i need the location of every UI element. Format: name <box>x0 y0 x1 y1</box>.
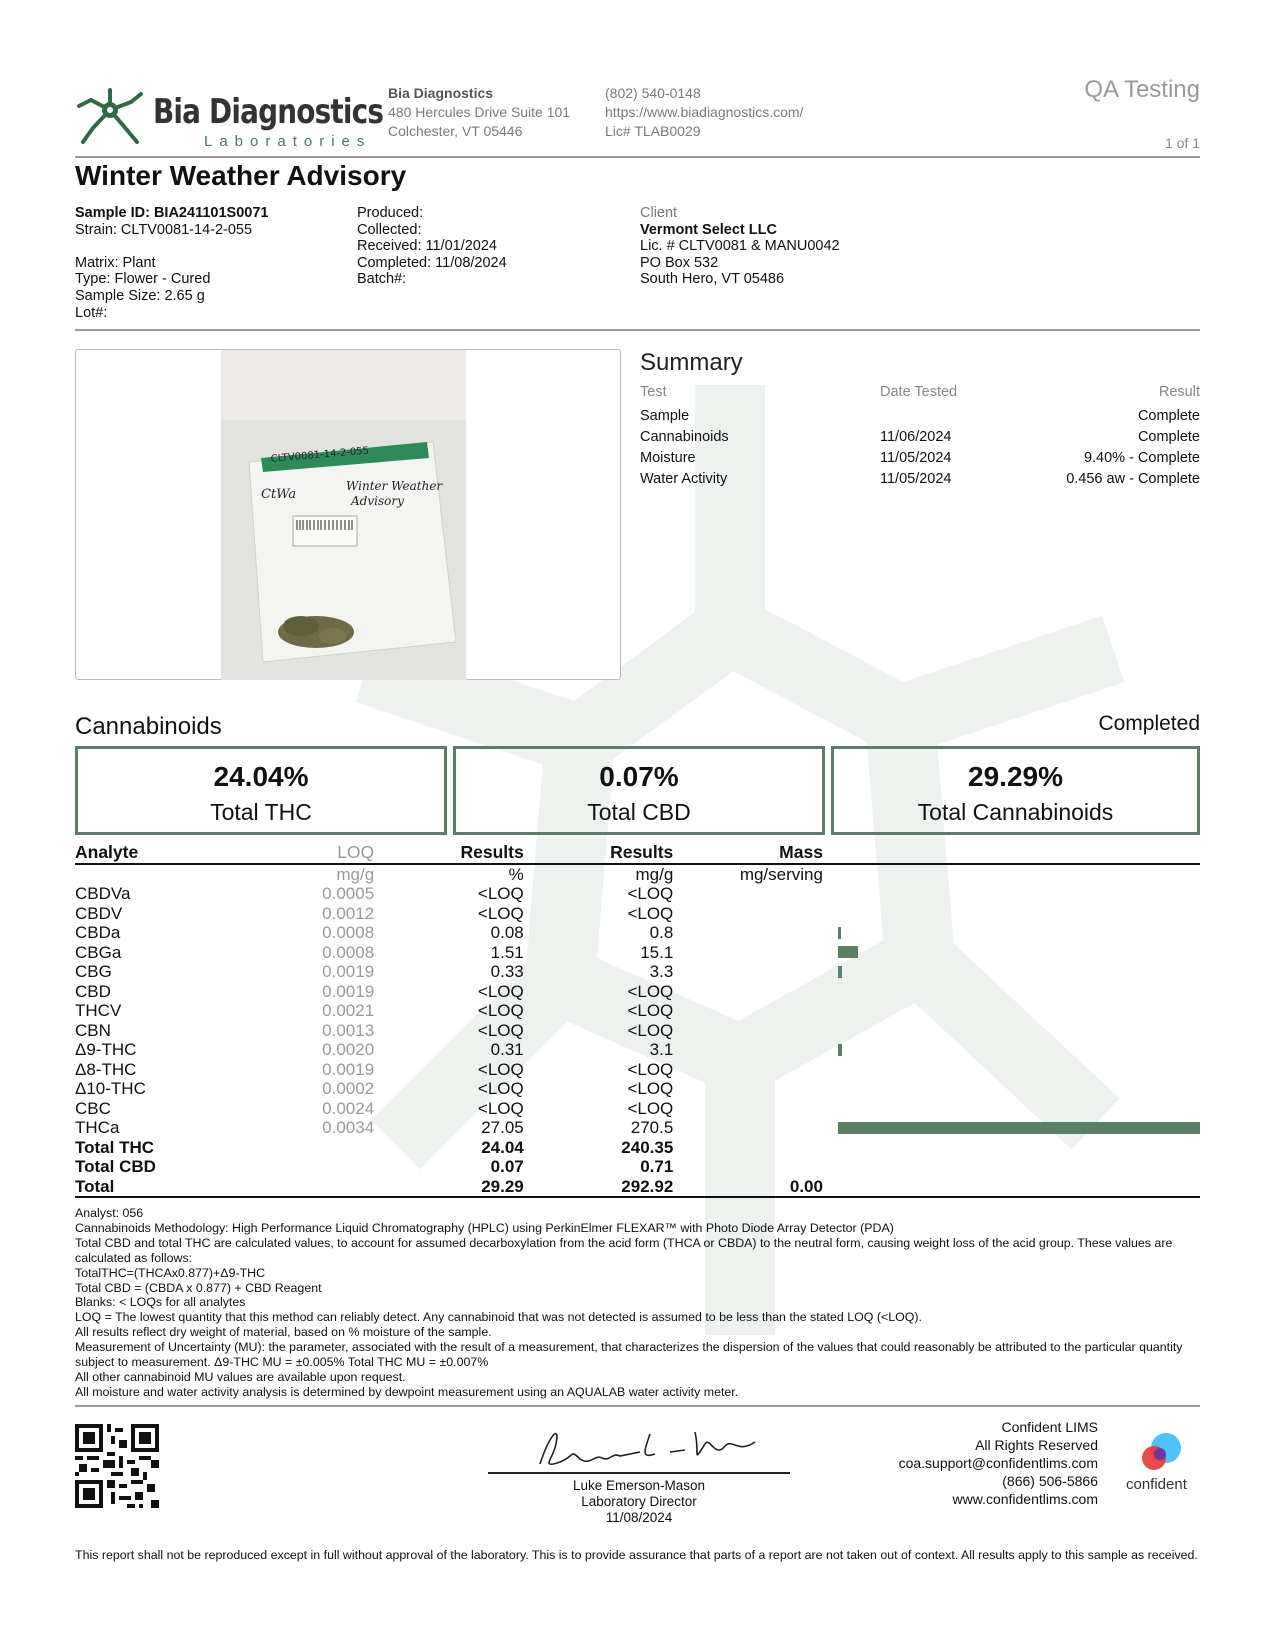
table-row <box>75 982 1200 1002</box>
total-result-mgg: 0.71 <box>640 1157 674 1176</box>
sample-photo <box>221 350 466 680</box>
summary-col-test: Test <box>640 383 667 400</box>
analyte-result-pct: 27.05 <box>481 1118 524 1137</box>
analyte-bar-cell <box>823 884 1200 904</box>
total-mass: 0.00 <box>789 1176 823 1196</box>
summary-col-date: Date Tested <box>880 383 958 400</box>
table-row <box>75 943 1200 963</box>
total-cbd-box <box>453 746 825 835</box>
summary-result: 9.40% - Complete <box>1083 449 1200 466</box>
lab-phone: (802) 540-0148 <box>605 85 701 101</box>
lims-website[interactable]: www.confidentlims.com <box>952 1491 1098 1507</box>
info-rule <box>75 329 1200 331</box>
qr-code[interactable] <box>75 1424 159 1508</box>
analyte-result-mgg: <LOQ <box>627 1079 674 1098</box>
signature-line <box>488 1472 790 1474</box>
confident-logo-text: confident <box>1126 1476 1187 1493</box>
lab-contact <box>605 84 803 141</box>
analyte-result-pct: <LOQ <box>477 1079 524 1098</box>
analyte-result-pct: <LOQ <box>477 1020 524 1040</box>
analyte-result-mgg: <LOQ <box>627 1020 674 1040</box>
analyte-loq: 0.0008 <box>322 923 375 942</box>
analyte-mass <box>673 982 823 1002</box>
table-row <box>75 1118 1200 1138</box>
lab-logo-subtext: Laboratories <box>204 133 372 150</box>
total-cannabinoids-value: 29.29% <box>968 761 1063 792</box>
analyte-bar <box>838 946 858 958</box>
total-row <box>75 1138 1200 1158</box>
analyte-result-mgg: <LOQ <box>627 1059 674 1079</box>
analyte-bar <box>838 927 841 939</box>
analyte-bar-cell <box>823 982 1200 1002</box>
table-row <box>75 1021 1200 1041</box>
signatory-role: Laboratory Director <box>581 1494 697 1509</box>
summary-result: 0.456 aw - Complete <box>1066 470 1200 487</box>
analyte-result-mgg: <LOQ <box>627 1001 674 1020</box>
analyte-bar-cell <box>823 962 1200 982</box>
total-loq <box>225 1157 375 1177</box>
collected-date: Collected: <box>357 221 422 238</box>
analyte-loq: 0.0024 <box>322 1098 375 1118</box>
analyte-result-mgg: 3.1 <box>649 1040 674 1059</box>
analyte-name: CBDV <box>75 903 123 923</box>
total-result-pct: 0.07 <box>490 1157 524 1176</box>
analyte-name: CBGa <box>75 942 122 962</box>
analyte-name: CBDVa <box>75 884 131 903</box>
analyte-result-pct: <LOQ <box>477 903 524 923</box>
disclaimer-footer: This report shall not be reproduced except in full without approval of the laboratory. This is to provide assurance that parts of a report are not taken out of context. All results apply to this sample as received. <box>75 1548 1198 1562</box>
unit-results-pct: % <box>508 864 524 884</box>
col-mass: Mass <box>779 842 823 862</box>
analyte-result-pct: 0.33 <box>490 962 524 981</box>
analyte-bar <box>838 1122 1200 1134</box>
total-loq <box>225 1138 375 1158</box>
total-row <box>75 1157 1200 1177</box>
summary-test: Moisture <box>640 449 696 466</box>
total-thc-box <box>75 746 447 835</box>
page-title: Winter Weather Advisory <box>75 160 407 191</box>
analyte-name: CBDa <box>75 923 121 942</box>
signatory-name: Luke Emerson-Mason <box>572 1478 706 1493</box>
analyte-bar-cell <box>823 1099 1200 1119</box>
col-analyte: Analyte <box>75 842 139 862</box>
total-loq <box>225 1177 375 1198</box>
table-row <box>75 884 1200 904</box>
cannabinoid-table <box>75 843 1200 1198</box>
analyte-result-mgg: <LOQ <box>627 903 674 923</box>
analyte-mass <box>673 1060 823 1080</box>
total-name: Total CBD <box>75 1157 156 1176</box>
lab-address-line2: Colchester, VT 05446 <box>388 123 523 139</box>
total-cbd-label: Total CBD <box>587 799 691 825</box>
analyte-result-mgg: <LOQ <box>627 981 674 1001</box>
analyte-loq: 0.0019 <box>322 981 375 1001</box>
summary-result: Complete <box>1137 428 1200 445</box>
client-license: Lic. # CLTV0081 & MANU0042 <box>640 238 840 255</box>
cannabinoids-title: Cannabinoids <box>75 713 222 740</box>
summary-date: 11/05/2024 <box>880 449 952 466</box>
analyte-mass <box>673 943 823 963</box>
analyte-loq: 0.0019 <box>322 1059 375 1079</box>
table-header-row <box>75 843 1200 864</box>
analyte-name: CBD <box>75 981 111 1001</box>
analyte-mass <box>673 923 823 943</box>
summary-test: Water Activity <box>640 470 728 487</box>
analyte-mass <box>673 1021 823 1041</box>
bag-note-left: CtWa <box>261 487 297 502</box>
client-city: South Hero, VT 05486 <box>640 271 785 288</box>
analyte-loq: 0.0021 <box>322 1001 375 1020</box>
lab-website[interactable]: https://www.biadiagnostics.com/ <box>605 104 804 120</box>
analyte-mass <box>673 962 823 982</box>
total-cbd-value: 0.07% <box>599 761 679 792</box>
total-name: Total <box>75 1176 115 1196</box>
lab-logo-text: Bia Diagnostics <box>153 92 384 132</box>
unit-loq: mg/g <box>336 864 375 884</box>
note-line: Blanks: < LOQs for all analytes <box>75 1295 246 1310</box>
col-results-pct: Results <box>460 842 524 862</box>
summary-date <box>880 405 1040 426</box>
analyte-loq: 0.0034 <box>322 1118 375 1137</box>
signatory <box>488 1478 790 1526</box>
analyte-bar-cell <box>823 1021 1200 1041</box>
completed-date: Completed: 11/08/2024 <box>357 254 507 271</box>
total-cannabinoids-label: Total Cannabinoids <box>917 799 1114 825</box>
total-result-mgg: 240.35 <box>621 1137 674 1157</box>
lab-logo-icon <box>75 82 145 148</box>
table-row <box>75 1079 1200 1099</box>
analyte-bar-cell <box>823 904 1200 924</box>
total-cannabinoids-box <box>831 746 1200 835</box>
total-bar-cell <box>823 1177 1200 1198</box>
analyte-result-mgg: <LOQ <box>627 884 674 903</box>
table-row <box>75 1040 1200 1060</box>
summary-date: 11/05/2024 <box>880 470 952 487</box>
analyte-result-pct: <LOQ <box>477 1098 524 1118</box>
analyte-name: CBN <box>75 1020 111 1040</box>
total-thc-label: Total THC <box>210 799 312 825</box>
bag-label-text: CLTV0081-14-2-055 <box>270 445 370 465</box>
sample-lot: Lot#: <box>75 304 108 321</box>
analyte-result-mgg: 15.1 <box>640 942 674 962</box>
produced-date: Produced: <box>357 205 424 221</box>
lims-email[interactable]: coa.support@confidentlims.com <box>898 1455 1098 1471</box>
batch-number: Batch#: <box>357 271 407 288</box>
note-line: TotalTHC=(THCAx0.877)+Δ9-THC <box>75 1265 266 1280</box>
table-row <box>75 1060 1200 1080</box>
summary-table <box>640 381 1200 489</box>
sample-info <box>75 205 268 321</box>
analyte-name: Δ10-THC <box>75 1079 146 1098</box>
signature-image <box>520 1414 760 1474</box>
analyte-name: Δ8-THC <box>75 1059 137 1079</box>
sample-size: Sample Size: 2.65 g <box>75 287 205 304</box>
summary-row <box>640 405 1200 426</box>
bag-note-right-2: Advisory <box>351 494 404 508</box>
col-loq: LOQ <box>337 842 375 862</box>
analyte-bar-cell <box>823 1001 1200 1021</box>
table-row <box>75 923 1200 943</box>
table-row <box>75 1001 1200 1021</box>
cannabinoids-status: Completed <box>1098 712 1200 735</box>
summary-row <box>640 468 1200 489</box>
analyte-bar-cell <box>823 1040 1200 1060</box>
received-date: Received: 11/01/2024 <box>357 238 498 255</box>
sample-strain: Strain: CLTV0081-14-2-055 <box>75 221 253 238</box>
table-units-row <box>75 864 1200 885</box>
note-line: Analyst: 056 <box>75 1206 144 1220</box>
analyte-result-pct: 0.08 <box>490 923 524 942</box>
analyte-mass <box>673 884 823 904</box>
analyte-result-pct: <LOQ <box>477 981 524 1001</box>
sample-dates <box>357 205 507 288</box>
analyte-bar-cell <box>823 923 1200 943</box>
analyte-loq: 0.0002 <box>322 1079 375 1098</box>
table-row <box>75 1099 1200 1119</box>
client-info <box>640 205 840 288</box>
total-result-pct: 24.04 <box>481 1137 524 1157</box>
analyte-loq: 0.0005 <box>322 884 375 903</box>
client-name: Vermont Select LLC <box>640 221 777 238</box>
analyte-result-pct: <LOQ <box>477 1001 524 1020</box>
analyte-result-pct: <LOQ <box>477 884 524 903</box>
table-row <box>75 904 1200 924</box>
lims-info <box>899 1418 1098 1508</box>
lims-rights: All Rights Reserved <box>975 1437 1098 1453</box>
analyte-loq: 0.0008 <box>322 942 375 962</box>
note-line: LOQ = The lowest quantity that this method can reliably detect. Any cannabinoid that was not detected is assumed to be less than the stated LOQ (<LOQ). <box>75 1310 922 1325</box>
total-result-mgg: 292.92 <box>621 1176 674 1196</box>
analyte-result-mgg: 0.8 <box>649 923 674 942</box>
analyte-result-pct: <LOQ <box>477 1059 524 1079</box>
summary-row <box>640 426 1200 447</box>
analyte-mass <box>673 1040 823 1060</box>
note-line: All results reflect dry weight of material, based on % moisture of the sample. <box>75 1325 492 1340</box>
analyte-result-pct: 0.31 <box>490 1040 524 1059</box>
summary-title: Summary <box>640 349 743 376</box>
bag-note-right-1: Winter Weather <box>346 479 443 493</box>
lims-name: Confident LIMS <box>1001 1419 1098 1435</box>
analyte-name: THCa <box>75 1118 120 1137</box>
sample-photo-frame <box>75 349 621 680</box>
analyte-loq: 0.0020 <box>322 1040 375 1059</box>
analyte-bar-cell <box>823 1118 1200 1138</box>
lims-phone: (866) 506-5866 <box>1002 1473 1098 1489</box>
total-mass <box>673 1157 823 1177</box>
analyte-name: CBG <box>75 962 112 981</box>
analyte-bar <box>838 966 842 978</box>
table-row <box>75 962 1200 982</box>
summary-test: Sample <box>640 407 690 424</box>
notes-rule <box>75 1405 1200 1407</box>
note-line: Cannabinoids Methodology: High Performance Liquid Chromatography (HPLC) using PerkinElmer FLEXAR™ with Photo Diode Array Detector (PDA) <box>75 1220 894 1235</box>
total-result-pct: 29.29 <box>481 1176 524 1196</box>
lab-name: Bia Diagnostics <box>388 85 494 101</box>
analyte-mass <box>673 904 823 924</box>
summary-test: Cannabinoids <box>640 428 729 445</box>
analyte-loq: 0.0013 <box>322 1020 375 1040</box>
note-line: Measurement of Uncertainty (MU): the parameter, associated with the result of a measurement, that characterizes the dispersion of the values that could reasonably be attributed to the particular quantity subject to measurement. Δ9-THC MU = ±0.005% Total THC MU = ±0.007% <box>75 1340 1183 1370</box>
note-line: Total CBD and total THC are calculated values, to account for assumed decarboxylation from the acid form (THCA or CBDA) to the neutral form, causing weight loss of the acid group. These values are calculated as follows: <box>75 1235 1173 1265</box>
lab-address <box>388 84 570 141</box>
analyte-name: CBC <box>75 1098 111 1118</box>
sample-type: Type: Flower - Cured <box>75 271 211 288</box>
analyte-name: THCV <box>75 1001 122 1020</box>
summary-date: 11/06/2024 <box>880 428 952 445</box>
note-line: All other cannabinoid MU values are available upon request. <box>75 1369 406 1384</box>
analyte-name: Δ9-THC <box>75 1040 137 1059</box>
analyte-loq: 0.0012 <box>322 903 375 923</box>
sample-id: Sample ID: BIA241101S0071 <box>75 205 269 221</box>
methodology-notes <box>75 1206 1205 1400</box>
analyte-bar-cell <box>823 1060 1200 1080</box>
note-line: All moisture and water activity analysis is determined by dewpoint measurement using an AQUALAB water activity meter. <box>75 1384 739 1399</box>
total-thc-value: 24.04% <box>213 761 309 792</box>
unit-mass: mg/serving <box>739 864 823 884</box>
lab-license: Lic# TLAB0029 <box>605 123 701 139</box>
analyte-mass <box>673 1099 823 1119</box>
analyte-mass <box>673 1001 823 1021</box>
analyte-result-mgg: <LOQ <box>627 1098 674 1118</box>
analyte-mass <box>673 1118 823 1138</box>
note-line: Total CBD = (CBDA x 0.877) + CBD Reagent <box>75 1280 322 1295</box>
qa-testing-label: QA Testing <box>1084 76 1200 103</box>
summary-header-row <box>640 381 1200 402</box>
unit-results-mgg: mg/g <box>635 864 674 884</box>
header-rule <box>75 156 1200 158</box>
lab-address-line1: 480 Hercules Drive Suite 101 <box>388 104 571 120</box>
analyte-result-mgg: 3.3 <box>649 962 674 981</box>
analyte-result-mgg: 270.5 <box>630 1118 674 1137</box>
confident-logo-icon <box>1138 1432 1186 1474</box>
total-bar-cell <box>823 1157 1200 1177</box>
sample-matrix: Matrix: Plant <box>75 254 156 271</box>
client-label: Client <box>640 205 678 221</box>
total-name: Total THC <box>75 1137 155 1157</box>
sample-bag-image <box>221 350 466 680</box>
total-row <box>75 1177 1200 1198</box>
summary-col-result: Result <box>1158 383 1200 400</box>
summary-result: Complete <box>1137 407 1200 424</box>
analyte-bar-cell <box>823 943 1200 963</box>
total-bar-cell <box>823 1138 1200 1158</box>
analyte-loq: 0.0019 <box>322 962 375 981</box>
signature-date: 11/08/2024 <box>605 1510 673 1525</box>
client-po-box: PO Box 532 <box>640 254 719 271</box>
page-number: 1 of 1 <box>1164 135 1200 151</box>
analyte-bar-cell <box>823 1079 1200 1099</box>
total-mass <box>673 1138 823 1158</box>
analyte-result-pct: 1.51 <box>490 942 524 962</box>
analyte-bar <box>838 1044 842 1056</box>
summary-row <box>640 447 1200 468</box>
col-results-mgg: Results <box>610 842 674 862</box>
analyte-mass <box>673 1079 823 1099</box>
